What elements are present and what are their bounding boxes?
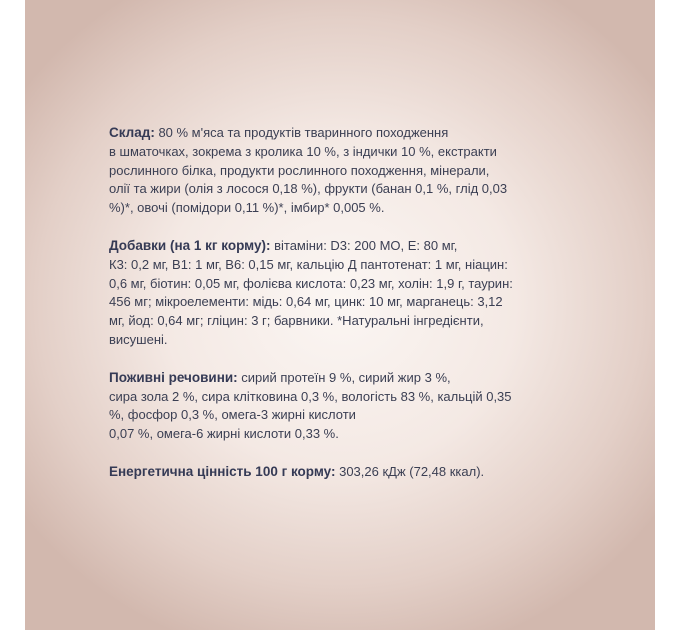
composition-line-2: в шматочках, зокрема з кролика 10 %, з індички 10 %, екстракти <box>109 143 497 159</box>
nutrients-paragraph <box>109 369 584 444</box>
additives-line-1 <box>109 237 584 256</box>
composition-label: Склад: <box>109 125 155 140</box>
additives-text: вітаміни: D3: 200 МО, Е: 80 мг, <box>270 237 458 253</box>
composition-text: 80 % м'яса та продуктів тваринного походження <box>154 125 449 140</box>
composition-line-4: олії та жири (олія з лосося 0,18 %), фрукти (банан 0,1 %, глід 0,03 <box>109 181 508 197</box>
additives-line-2: К3: 0,2 мг, В1: 1 мг, В6: 0,15 мг, кальцію Д пантотенат: 1 мг, ніацин: <box>109 256 508 272</box>
composition-line-1 <box>109 124 584 143</box>
additives-paragraph <box>109 237 584 350</box>
nutrients-label: Поживні речовини: <box>109 369 238 385</box>
composition-line-5: %)*, овочі (помідори 0,11 %)*, імбир* 0,005 %. <box>109 200 385 216</box>
nutrients-text: сирий протеїн 9 %, сирий жир 3 %, <box>237 369 451 385</box>
nutrients-line-4: 0,07 %, омега-6 жирні кислоти 0,33 %. <box>109 426 339 442</box>
nutrients-line-1 <box>109 369 584 388</box>
composition-line-3: рослинного білка, продукти рослинного походження, мінерали, <box>109 162 490 178</box>
energy-label: Енергетична цінність 100 г корму: <box>109 463 336 479</box>
label-panel <box>25 0 655 630</box>
additives-line-5: мг, йод: 0,64 мг; гліцин: 3 г; барвники. *Натуральні інгредієнти, <box>109 313 484 329</box>
ingredients-text <box>109 124 584 501</box>
additives-line-6: висушені. <box>109 331 168 347</box>
additives-line-4: 456 мг; мікроелементи: мідь: 0,64 мг, цинк: 10 мг, марганець: 3,12 <box>109 294 503 310</box>
nutrients-line-2: сира зола 2 %, сира клітковина 0,3 %, вологість 83 %, кальцій 0,35 <box>109 388 512 404</box>
additives-label: Добавки (на 1 кг корму): <box>109 237 271 253</box>
additives-line-3: 0,6 мг, біотин: 0,05 мг, фолієва кислота: 0,23 мг, холін: 1,9 г, таурин: <box>109 275 513 291</box>
energy-paragraph <box>109 463 584 482</box>
energy-text: 303,26 кДж (72,48 ккал). <box>335 463 485 479</box>
energy-line-1 <box>109 463 584 482</box>
nutrients-line-3: %, фосфор 0,3 %, омега-3 жирні кислоти <box>109 407 356 423</box>
composition-paragraph <box>109 124 584 218</box>
